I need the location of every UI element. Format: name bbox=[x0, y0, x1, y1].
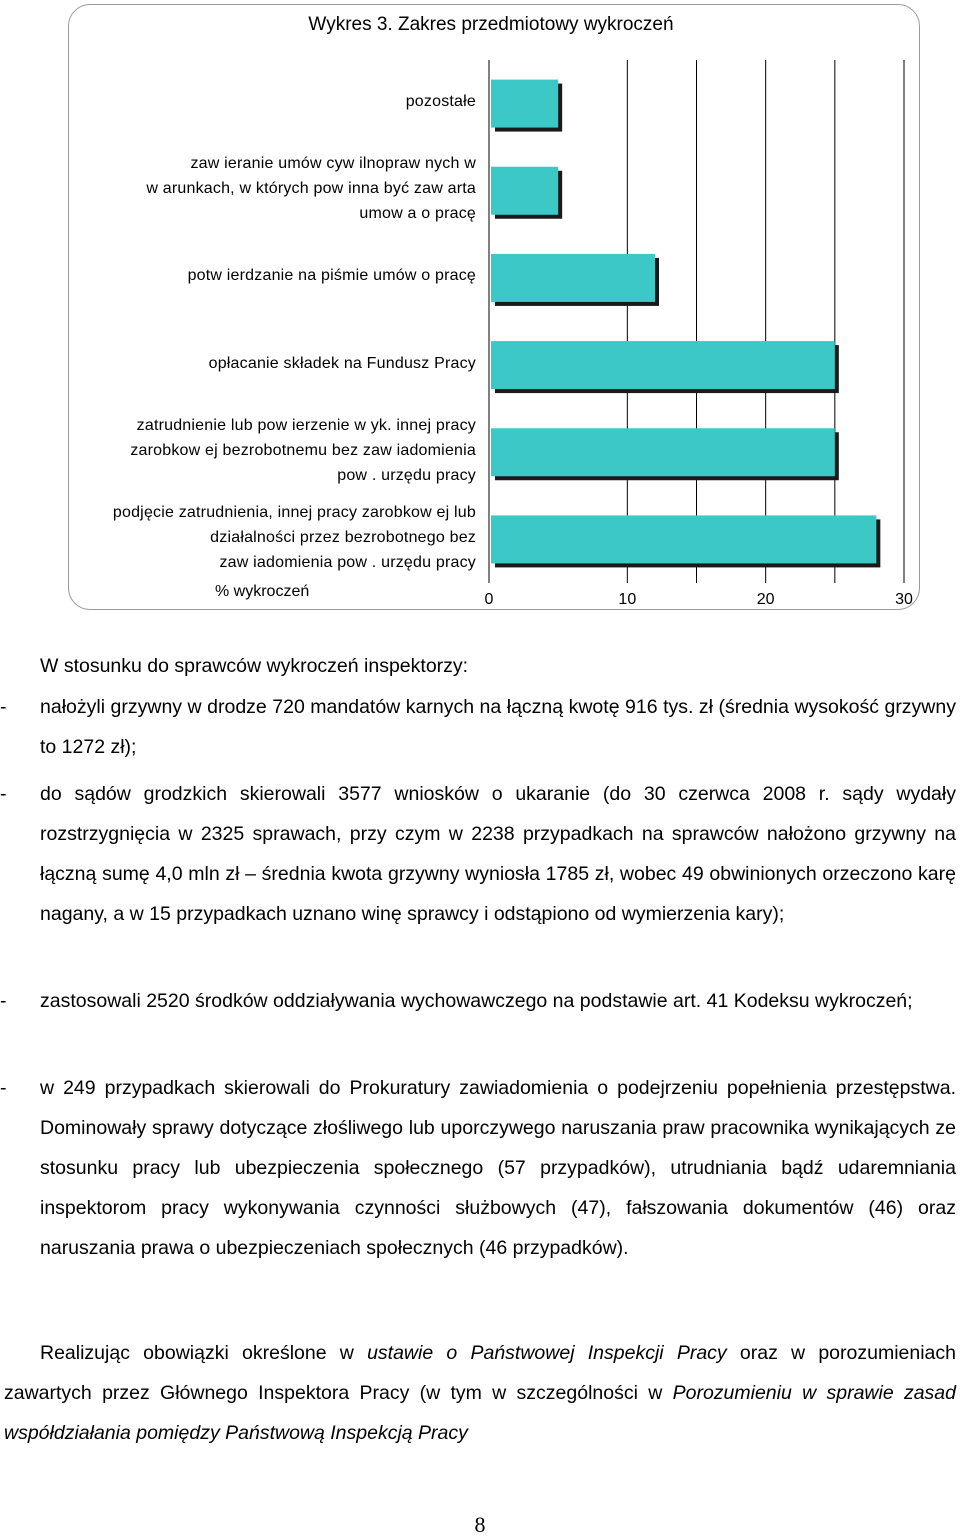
bar bbox=[491, 341, 835, 389]
y-category-label-line: zaw iadomienia pow . urzędu pracy bbox=[219, 553, 476, 571]
list-item: nałożyli grzywny w drodze 720 mandatów karnych na łączną kwotę 916 tys. zł (średnia wysokość grzywny to 1272 zł); bbox=[40, 696, 956, 758]
y-category-label-line: opłacanie składek na Fundusz Pracy bbox=[208, 354, 476, 372]
y-category-label-line: w arunkach, w których pow inna być zaw arta bbox=[146, 180, 476, 198]
y-category-label-line: potw ierdzanie na piśmie umów o pracę bbox=[187, 267, 476, 285]
x-tick-label: 0 bbox=[484, 591, 494, 608]
y-category-label bbox=[209, 351, 476, 376]
bullet-marker: - bbox=[0, 990, 7, 1012]
y-category-label-line: pow . urzędu pracy bbox=[337, 466, 476, 484]
final-text-1: Realizując obowiązki określone w bbox=[40, 1342, 368, 1364]
list-item: w 249 przypadkach skierowali do Prokuratury zawiadomienia o podejrzeniu popełnienia przestępstwa. Dominowały sprawy dotyczące złośliwego lub uporczywego naruszania praw pracownika wynikających ze stosunku pracy lub ubezpieczenia społecznego (57 przypadków), utrudniania bądź udaremniania inspektorom pracy wykonywania czynności służbowych (47), fałszowania dokumentów (46) oraz naruszania prawa o ubezpieczeniach społecznych (46 przypadków). bbox=[40, 1077, 956, 1259]
list-item: do sądów grodzkich skierowali 3577 wniosków o ukaranie (do 30 czerwca 2008 r. sądy wydały rozstrzygnięcia w 2325 sprawach, przy czym w 2238 przypadkach na sprawców nałożono grzywny na łączną sumę 4,0 mln zł – średnia kwota grzywny wyniosła 1785 zł, wobec 49 obwinionych orzeczono karę nagany, a w 15 przypadkach uznano winę sprawcy i odstąpiono od wymierzenia kary); bbox=[40, 783, 956, 925]
y-category-label bbox=[130, 413, 476, 488]
y-category-label bbox=[146, 151, 476, 226]
x-axis-label: % wykroczeń bbox=[215, 583, 310, 600]
x-tick-label: 20 bbox=[756, 591, 775, 608]
y-category-label bbox=[113, 500, 476, 575]
y-category-label bbox=[406, 89, 476, 114]
bullet-marker: - bbox=[0, 1077, 7, 1099]
bar bbox=[491, 254, 655, 302]
y-category-label-line: zarobkow ej bezrobotnemu bez zaw iadomienia bbox=[130, 441, 476, 459]
bullet-marker: - bbox=[0, 696, 7, 718]
final-paragraph bbox=[4, 1333, 956, 1453]
y-category-label-line: działalności przez bezrobotnego bez bbox=[210, 528, 476, 546]
x-tick-label: 30 bbox=[895, 591, 913, 608]
x-tick-label: 10 bbox=[618, 591, 637, 608]
y-category-label-line: zatrudnienie lub pow ierzenie w yk. innej pracy bbox=[136, 416, 476, 434]
y-category-label-line: zaw ieranie umów cyw ilnopraw nych w bbox=[190, 155, 476, 173]
y-category-label-line: podjęcie zatrudnienia, innej pracy zarobkow ej lub bbox=[112, 503, 476, 521]
bar bbox=[491, 515, 876, 563]
final-emphasis-1: ustawie o Państwowej Inspekcji Pracy bbox=[367, 1342, 727, 1364]
final-text-2: oraz w porozumieniach zawartych przez Głównego Inspektora Pracy (w tym w szczególności w bbox=[4, 1342, 956, 1404]
bar bbox=[491, 80, 558, 128]
final-emphasis-2: Porozumieniu w sprawie zasad współdziałania pomiędzy Państwową Inspekcją Pracy bbox=[4, 1382, 956, 1444]
list-item: zastosowali 2520 środków oddziaływania wychowawczego na podstawie art. 41 Kodeksu wykroczeń; bbox=[40, 990, 913, 1012]
intro-text: W stosunku do sprawców wykroczeń inspektorzy: bbox=[40, 655, 469, 677]
y-category-label bbox=[188, 263, 476, 288]
bar bbox=[491, 167, 558, 215]
y-category-label-line: umow a o pracę bbox=[359, 205, 476, 223]
bullet-marker: - bbox=[0, 783, 7, 805]
bar bbox=[491, 428, 835, 476]
page-number: 8 bbox=[474, 1512, 486, 1537]
chart-title: Wykres 3. Zakres przedmiotowy wykroczeń bbox=[308, 14, 674, 35]
y-category-label-line: pozostałe bbox=[405, 93, 476, 111]
